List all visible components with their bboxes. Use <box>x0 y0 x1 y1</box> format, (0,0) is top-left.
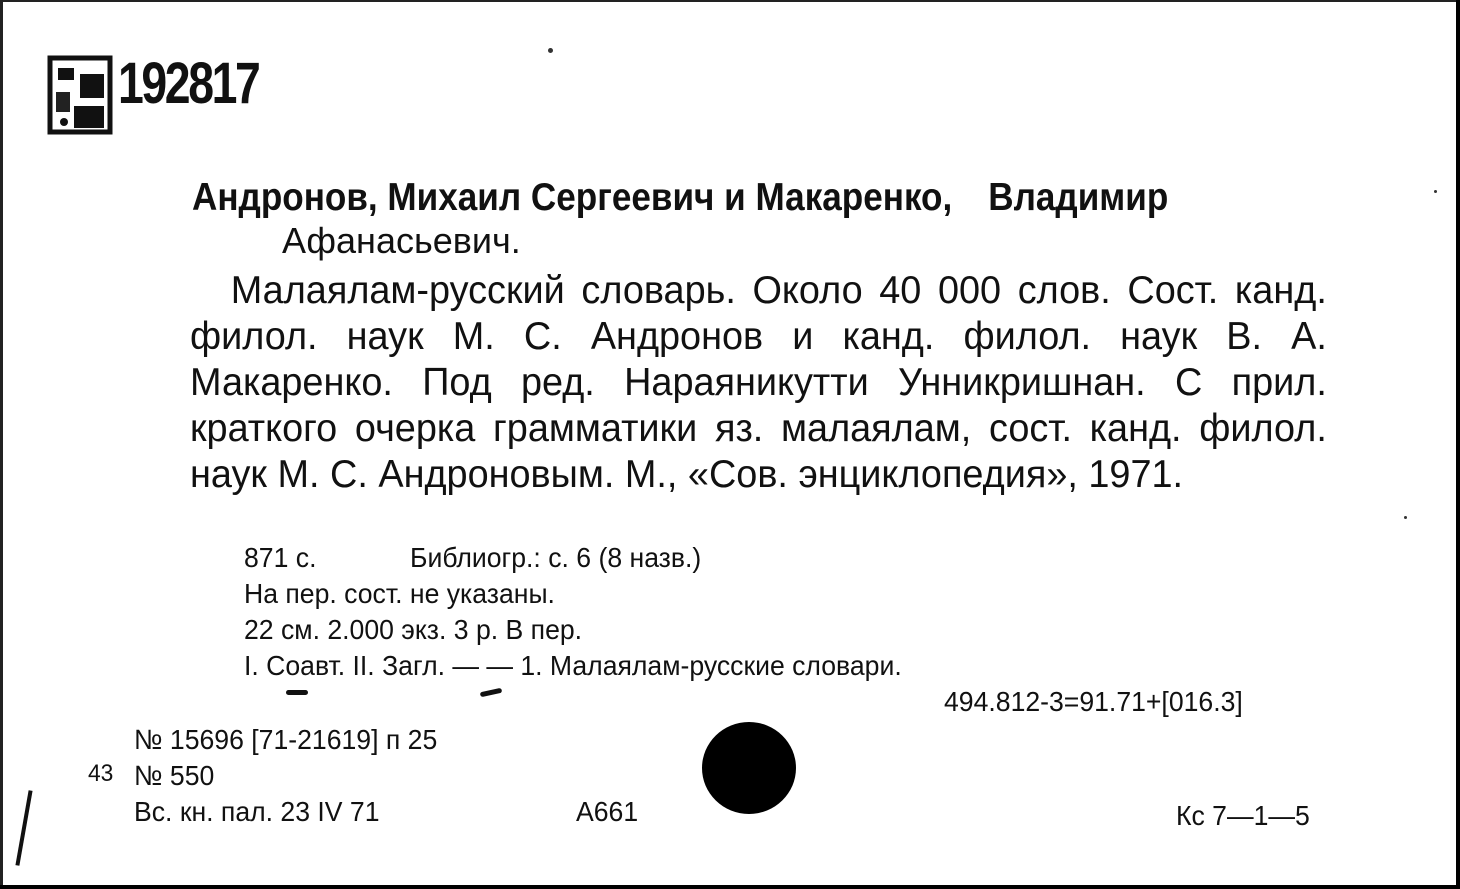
card-border-right <box>1456 0 1460 889</box>
library-stamp-icon <box>46 52 116 136</box>
compilers-note: На пер. сост. не указаны. <box>244 578 555 609</box>
physical-description: 22 см. 2.000 экз. 3 р. В пер. <box>244 614 583 645</box>
catalog-code: Кс 7—1—5 <box>1176 800 1310 831</box>
classification-index: 494.812-3=91.71+[016.3] <box>944 686 1243 717</box>
author-patronymic: Афанасьевич. <box>282 220 521 261</box>
pencil-slash-mark <box>15 790 32 866</box>
inventory-number: 192817 <box>118 51 259 116</box>
tracings: I. Соавт. II. Загл. — — 1. Малаялам-русские словари. <box>244 650 902 681</box>
author-heading <box>192 176 1245 220</box>
author-names: Андронов, Михаил Сергеевич и Макаренко, <box>192 176 953 219</box>
card-border-bottom <box>0 885 1460 889</box>
card-border-left <box>0 0 3 889</box>
publication-info: Вс. кн. пал. 23 IV 71 <box>134 796 380 827</box>
pencil-underline <box>480 688 503 697</box>
record-number: № 15696 [71-21619] п 25 <box>134 724 438 755</box>
bibliography-note: Библиогр.: с. 6 (8 назв.) <box>410 542 702 573</box>
title-description: Малаялам-русский словарь. Около 40 000 слов. Сост. канд. филол. наук М. С. Андронов и канд. филол. наук В. А. Макаренко. Под ред. Нараяникутти Унникришнан. С прил. краткого очерка грамматики яз. малаялам, сост. канд. филол. наук М. С. Андроновым. М., «Сов. энциклопедия», 1971. <box>190 269 1327 496</box>
code-number: А661 <box>576 796 639 827</box>
speck-mark <box>1404 516 1407 519</box>
author-given-name: Владимир <box>988 176 1169 219</box>
card-border-top <box>0 0 1460 2</box>
pages-count: 871 с. <box>244 542 317 573</box>
pencil-underline <box>286 690 308 695</box>
speck-mark <box>1434 190 1437 193</box>
speck-mark <box>548 48 553 53</box>
side-number: 43 <box>88 760 114 787</box>
punch-hole <box>702 722 796 814</box>
order-number: № 550 <box>134 760 215 791</box>
